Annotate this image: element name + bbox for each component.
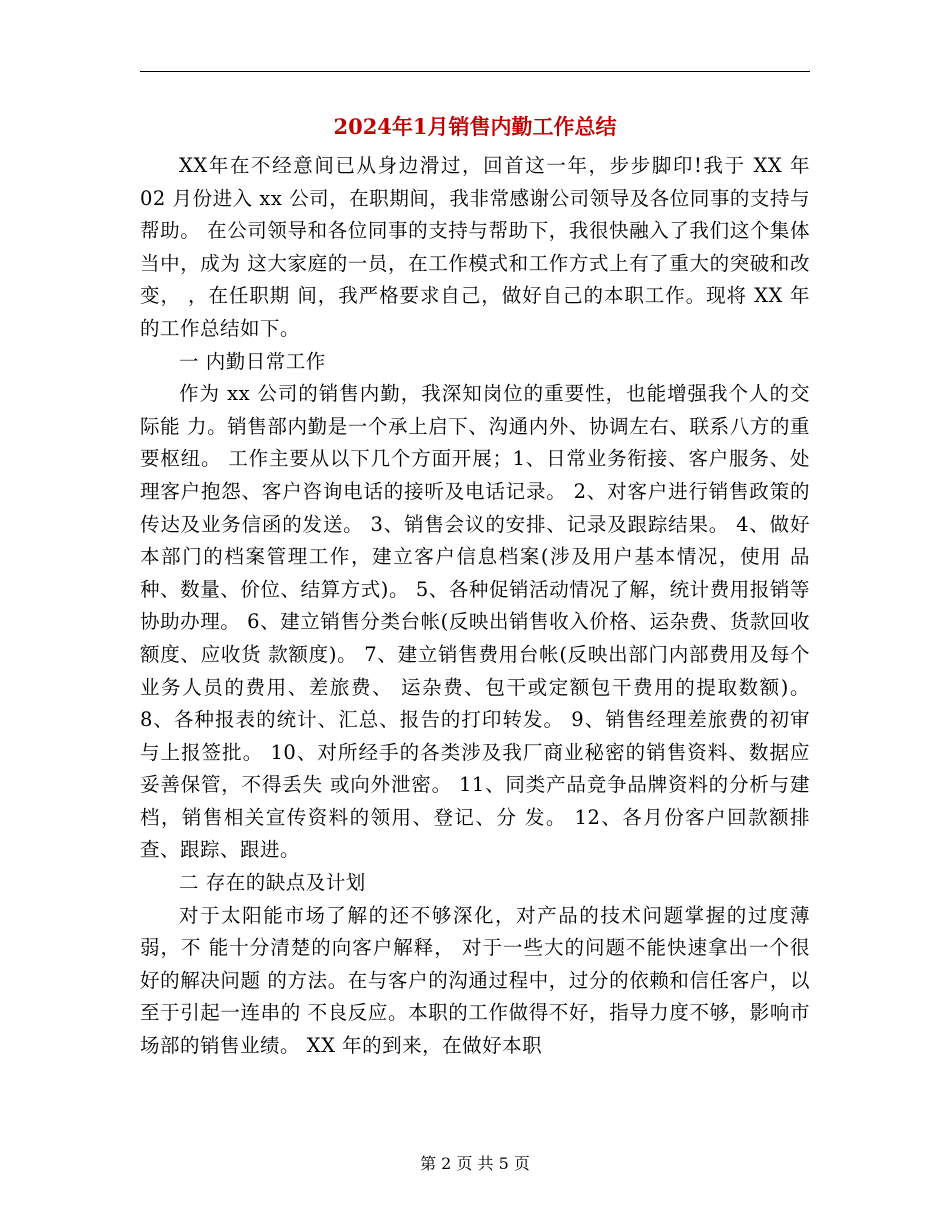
section-heading-shortcomings: 二 存在的缺点及计划 [179,871,366,895]
section-heading-daily-work: 一 内勤日常工作 [179,349,326,373]
document-body [140,150,810,1063]
header-rule [140,71,810,72]
paragraph-daily-work: 作为 xx 公司的销售内勤，我深知岗位的重要性，也能增强我个人的交际能 力。销售部内勤是一个承上启下、沟通内外、协调左右、联系八方的重要枢纽。 工作主要从以下几个方面开展；1、日常业务衔接、客户服务、处理客户抱怨、客户咨询电话的接听及电话记录。 2、对客户进行销售政策的传达及业务信函的发送。 3、销售会议的安排、记录及跟踪结果。 4、做好本部门的档案管理工作，建立客户信息档案(涉及用户基本情况，使用 品种、数量、价位、结算方式)。 5、各种促销活动情况了解，统计费用报销等协助办理。 6、建立销售分类台帐(反映出销售收入价格、运杂费、货款回收额度、应收货 款额度)。 7、建立销售费用台帐(反映出部门内部费用及每个业务人员的费用、差旅费、 运杂费、包干或定额包干费用的提取数额)。 8、各种报表的统计、汇总、报告的打印转发。 9、销售经理差旅费的初审与上报签批。 10、对所经手的各类涉及我厂商业秘密的销售资料、数据应妥善保管，不得丢失 或向外泄密。 11、同类产品竞争品牌资料的分析与建档，销售相关宣传资料的领用、登记、分 发。 12、各月份客户回款额排查、跟踪、跟进。 [140,382,810,862]
document-title: 2024年1月销售内勤工作总结 [333,114,617,139]
paragraph-shortcomings: 对于太阳能市场了解的还不够深化，对产品的技术问题掌握的过度薄弱，不 能十分清楚的向客户解释， 对于一些大的问题不能快速拿出一个很好的解决问题 的方法。在与客户的沟通过程中，过分的依赖和信任客户，以至于引起一连串的 不良反应。本职的工作做得不好，指导力度不够，影响市场部的销售业绩。 XX 年的到来，在做好本职 [140,903,810,1058]
paragraph-intro: XX年在不经意间已从身边滑过，回首这一年，步步脚印!我于 XX 年 02 月份进入 xx 公司，在职期间，我非常感谢公司领导及各位同事的支持与帮助。 在公司领导和各位同事的支持与帮助下，我很快融入了我们这个集体当中，成为 这大家庭的一员，在工作模式和工作方式上有了重大的突破和改变， ，在任职期 间，我严格要求自己，做好自己的本职工作。现将 XX 年的工作总结如下。 [140,154,810,340]
page-number-footer: 第 2 页 共 5 页 [420,1154,530,1173]
